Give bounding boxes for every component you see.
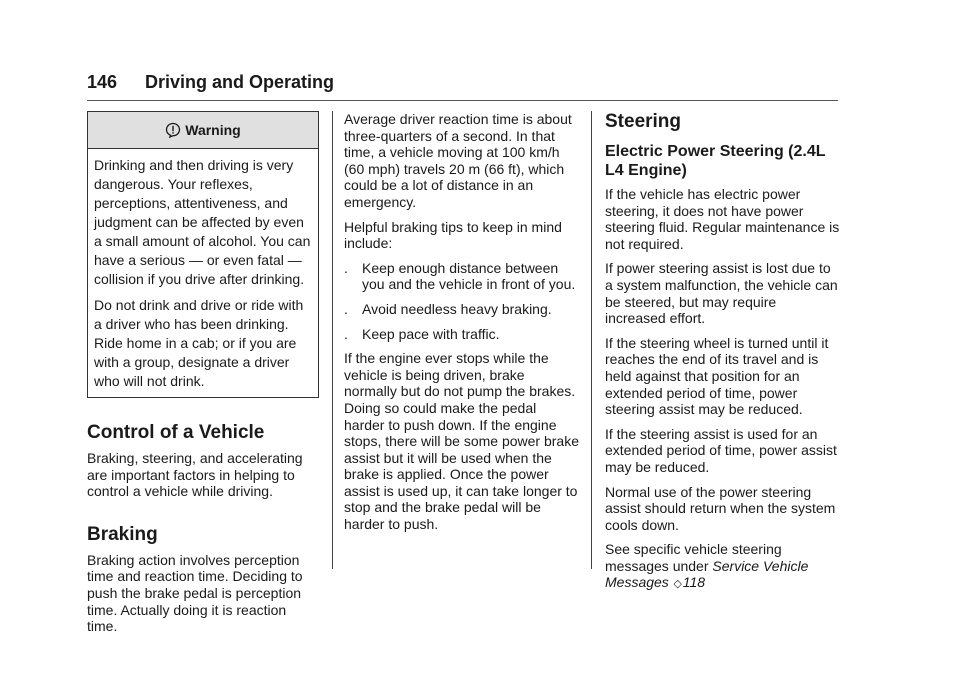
bullet-marker: . — [344, 325, 348, 342]
column-left — [87, 111, 319, 643]
steering-paragraph: If the steering wheel is turned until it reaches the end of its travel and is held against that position for an extended period of time, power steering assist may be reduced. — [605, 334, 829, 418]
warning-paragraph: Drinking and then driving is very dangerous. Your reflexes, perceptions, attentiveness, and judgment can be affected by even a small amount of alcohol. You can have a serious — or even fatal — collision if you drive after drinking. — [94, 157, 311, 287]
warning-icon — [165, 122, 181, 138]
warning-box — [87, 111, 319, 398]
cross-reference-link[interactable]: Service Vehicle Messages — [605, 557, 809, 591]
section-title: Driving and Operating — [145, 72, 335, 92]
list-item — [344, 260, 579, 293]
steering-paragraph: If the vehicle has electric power steering, it does not have power steering fluid. Regular maintenance is not required. — [605, 186, 840, 252]
see-text: See specific vehicle steering messages under — [605, 541, 782, 574]
braking-paragraph: Average driver reaction time is about three-quarters of a second. In that time, a vehicle moving at 100 km/h (60 mph) travels 20 m (66 ft), which could be a lot of distance in an emergency. — [344, 111, 572, 210]
list-item — [344, 326, 579, 343]
steering-heading: Steering — [605, 111, 682, 132]
column-divider — [332, 111, 333, 569]
column-divider — [591, 111, 592, 569]
steering-reference-paragraph — [605, 541, 840, 593]
page-reference-icon: ◇ — [673, 578, 682, 591]
page-number: 146 — [87, 72, 118, 92]
steering-paragraph: If the steering assist is used for an extended period of time, power assist may be reduced. — [605, 425, 837, 475]
braking-paragraph: If the engine ever stops while the vehicle is being driven, brake normally but do not pump the brakes. Doing so could make the pedal harder to push down. If the engine stops, there will be some power brake assist but it will be used when the brake is applied. Once the power assist is used up, it can take longer to stop and the brake pedal will be harder to push. — [344, 350, 579, 533]
bullet-marker: . — [344, 259, 348, 276]
warning-body — [88, 149, 318, 397]
warning-title: Warning — [185, 121, 241, 138]
page-header — [87, 72, 838, 101]
column-middle — [344, 111, 579, 541]
list-item-text: Keep pace with traffic. — [362, 325, 500, 342]
reference-page-number[interactable]: 118 — [682, 574, 706, 591]
control-paragraph: Braking, steering, and accelerating are important factors in helping to control a vehicle while driving. — [87, 450, 303, 500]
braking-paragraph: Helpful braking tips to keep in mind include: — [344, 218, 562, 252]
bullet-marker: . — [344, 300, 348, 317]
list-item-text: Keep enough distance between you and the vehicle in front of you. — [362, 259, 576, 293]
control-heading: Control of a Vehicle — [87, 422, 265, 443]
list-item-text: Avoid needless heavy braking. — [362, 300, 552, 317]
list-item — [344, 301, 579, 318]
warning-paragraph: Do not drink and drive or ride with a driver who has been drinking. Ride home in a cab; or if you are with a group, designate a driver who will not drink. — [94, 297, 304, 389]
steering-paragraph: Normal use of the power steering assist should return when the system cools down. — [605, 483, 836, 533]
column-right — [605, 111, 840, 601]
steering-paragraph: If power steering assist is lost due to a system malfunction, the vehicle can be steered, but may require increased effort. — [605, 260, 838, 327]
warning-header — [88, 112, 318, 149]
steering-subheading: Electric Power Steering (2.4L L4 Engine) — [605, 143, 826, 179]
braking-heading: Braking — [87, 523, 158, 545]
braking-paragraph: Braking action involves perception time and reaction time. Deciding to push the brake pedal is perception time. Actually doing it is reaction time. — [87, 551, 303, 635]
